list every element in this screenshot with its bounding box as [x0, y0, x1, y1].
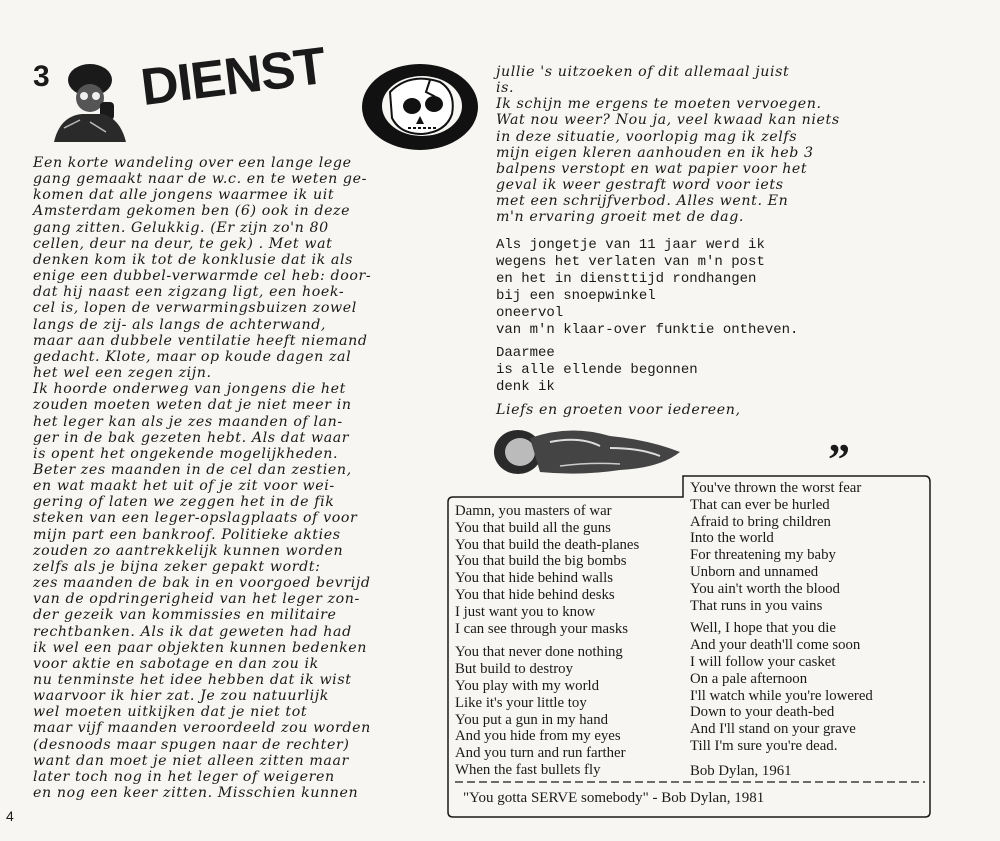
- lyric-line: You that build the big bombs: [455, 553, 627, 570]
- text-line: Ik schijn me ergens te moeten vervoegen.: [496, 96, 822, 113]
- poem-line: van m'n klaar-over funktie ontheven.: [496, 322, 799, 338]
- text-line: mijn eigen kleren aanhouden en ik heb 3: [496, 144, 814, 161]
- text-line: cel is, lopen de verwarmingsbuizen zowel: [33, 300, 357, 317]
- text-line: maar vijf maanden veroordeeld zou worden: [33, 720, 371, 737]
- text-line: m'n ervaring groeit met de dag.: [496, 209, 745, 226]
- stanza-gap: [455, 637, 639, 644]
- lyric-line: I can see through your masks: [455, 620, 628, 637]
- text-line: gang zitten. Gelukkig. (Er zijn zo'n 80: [33, 219, 329, 236]
- text-line: dat hij naast een zigzang ligt, een hoek-: [33, 284, 345, 301]
- poem-line: oneervol: [496, 305, 564, 321]
- text-line: maar aan dubbele ventilatie heeft niemand: [33, 332, 368, 349]
- lyrics-right-column: [690, 480, 873, 780]
- text-line: steken van een leger-opslagplaats of voor: [33, 510, 358, 527]
- poem-stanza-1: [496, 237, 798, 339]
- text-line: Een korte wandeling over een lange lege: [33, 155, 352, 171]
- section-number: 3: [33, 60, 50, 93]
- lyric-line: Unborn and unnamed: [690, 563, 819, 580]
- lyric-line: Into the world: [690, 530, 774, 547]
- lyric-line: You've thrown the worst fear: [690, 480, 862, 496]
- lyric-line: That runs in you vains: [690, 597, 823, 614]
- text-line: geval ik weer gestraft word voor iets: [496, 177, 784, 194]
- text-line: met een schrijfverbod. Alles went. En: [496, 193, 789, 210]
- lyric-line: Like it's your little toy: [455, 694, 587, 711]
- lyric-line: And you hide from my eyes: [455, 728, 621, 745]
- article-left-column: [33, 155, 453, 801]
- lyric-line: But build to destroy: [455, 661, 573, 678]
- skull-illustration: [360, 62, 480, 152]
- text-line: denken kom ik tot de konklusie dat ik als: [33, 251, 353, 268]
- lyric-line: That can ever be hurled: [690, 496, 830, 513]
- lyric-line: I just want you to know: [455, 603, 596, 620]
- text-line: waarvoor ik hier zat. Je zou natuurlijk: [33, 688, 329, 705]
- poem-line: is alle ellende begonnen: [496, 362, 698, 378]
- text-line: in deze situatie, voorlopig mag ik zelfs: [496, 128, 798, 145]
- text-line: komen dat alle jongens waarmee ik uit: [33, 187, 335, 204]
- text-line: want dan moet je niet alleen zitten maar: [33, 752, 349, 769]
- page-number: 4: [6, 808, 14, 824]
- text-line: en wat maakt het uit of je zit voor wei-: [33, 478, 335, 495]
- lyric-line: You that hide behind walls: [455, 570, 613, 587]
- lyric-line: And I'll stand on your grave: [690, 721, 856, 738]
- lyric-line: Well, I hope that you die: [690, 620, 836, 637]
- poem-line: en het in diensttijd rondhangen: [496, 271, 757, 287]
- lyric-line: You that build all the guns: [455, 519, 611, 536]
- lyric-line: You that build the death-planes: [455, 536, 640, 553]
- text-line: ik wel een paar objekten kunnen bedenken: [33, 639, 367, 656]
- poem-line: denk ik: [496, 379, 555, 395]
- text-line: zelfs als je bijna zeker gepakt wordt:: [33, 558, 321, 575]
- greeting: Liefs en groeten voor iedereen,: [496, 402, 741, 418]
- poem-line: wegens het verlaten van m'n post: [496, 254, 765, 270]
- text-line: het wel een zegen zijn.: [33, 365, 212, 382]
- text-line: Amsterdam gekomen ben (6) ook in deze: [33, 203, 351, 220]
- lyric-line: You that hide behind desks: [455, 586, 615, 603]
- text-line: langs de zij- als langs de achterwand,: [33, 316, 327, 333]
- text-line: Beter zes maanden in de cel dan zestien,: [33, 461, 352, 478]
- poem-line: Daarmee: [496, 345, 555, 361]
- lyric-line: And your death'll come soon: [690, 637, 861, 654]
- text-line: Wat nou weer? Nou ja, veel kwaad kan niets: [496, 112, 840, 129]
- lyric-line: Till I'm sure you're dead.: [690, 737, 838, 754]
- text-line: zouden moeten weten dat je niet meer in: [33, 397, 352, 414]
- lyric-line: When the fast bullets fly: [455, 761, 601, 778]
- lyric-line: I will follow your casket: [690, 653, 836, 670]
- lyrics-attribution: Bob Dylan, 1961: [690, 762, 792, 779]
- poem-line: bij een snoepwinkel: [496, 288, 656, 304]
- lyric-line: You put a gun in my hand: [455, 711, 609, 728]
- text-line: enige een dubbel-verwarmde cel heb: door-: [33, 268, 372, 285]
- lyric-line: You that never done nothing: [455, 644, 623, 661]
- text-line: gedacht. Klote, maar op koude dagen zal: [33, 348, 352, 365]
- text-line: gang gemaakt naar de w.c. en te weten ge-: [33, 171, 368, 188]
- text-line: later toch nog in het leger of weigeren: [33, 768, 335, 785]
- text-line: van de opdringerigheid van het leger zon-: [33, 591, 360, 608]
- lyric-line: I'll watch while you're lowered: [690, 687, 873, 704]
- text-line: Ik hoorde onderweg van jongens die het: [33, 381, 346, 398]
- text-line: nu tenminste het idee hebben dat ik wist: [33, 672, 352, 688]
- text-line: en nog een keer zitten. Misschien kunnen: [33, 785, 359, 802]
- text-line: (desnoods maar spugen naar de rechter): [33, 736, 350, 753]
- closing-quote-mark: ”: [828, 435, 850, 484]
- text-line: het leger kan als je zes maanden of lan-: [33, 413, 343, 430]
- lyric-line: For threatening my baby: [690, 547, 836, 564]
- page-title: DIENST: [137, 36, 329, 118]
- text-line: wel moeten uitkijken dat je niet tot: [33, 704, 308, 721]
- lyric-line: Damn, you masters of war: [455, 503, 612, 519]
- text-line: balpens verstopt en wat papier voor het: [496, 160, 808, 177]
- lyric-line: You play with my world: [455, 677, 600, 694]
- text-line: ger in de bak gezeten hebt. Als dat waar: [33, 429, 350, 446]
- lyric-line: On a pale afternoon: [690, 670, 808, 687]
- poem-line: Als jongetje van 11 jaar werd ik: [496, 237, 765, 253]
- closing-quote: "You gotta SERVE somebody" - Bob Dylan, 1981: [463, 790, 765, 806]
- text-line: gering of laten we zeggen het in de fik: [33, 494, 335, 511]
- text-line: rechtbanken. Als ik dat geweten had had: [33, 623, 352, 640]
- text-line: voor aktie en sabotage en dan zou ik: [33, 655, 319, 672]
- soldier-gasmask-illustration: [50, 58, 128, 142]
- lyrics-left-column: [455, 503, 639, 779]
- stanza-gap: [690, 755, 873, 763]
- lyric-line: Afraid to bring children: [690, 513, 831, 530]
- lyric-line: You ain't worth the blood: [690, 580, 840, 597]
- text-line: zes maanden de bak in en voorgoed bevrijd: [33, 575, 371, 592]
- text-line: zouden zo aantrekkelijk kunnen worden: [33, 542, 344, 559]
- text-line: cellen, deur na deur, te gek) . Met wat: [33, 235, 333, 252]
- text-line: is.: [496, 80, 515, 97]
- article-right-column: [496, 64, 916, 226]
- text-line: der gezeik van kommissies en militaire: [33, 607, 337, 624]
- text-line: mijn part een bankroof. Politieke akties: [33, 526, 341, 543]
- lyric-line: And you turn and run farther: [455, 745, 626, 762]
- poem-stanza-2: [496, 345, 698, 396]
- text-line: jullie 's uitzoeken of dit allemaal juist: [496, 64, 790, 80]
- lyric-line: Down to your death-bed: [690, 704, 835, 721]
- text-line: is opent het ongekende mogelijkheden.: [33, 445, 339, 462]
